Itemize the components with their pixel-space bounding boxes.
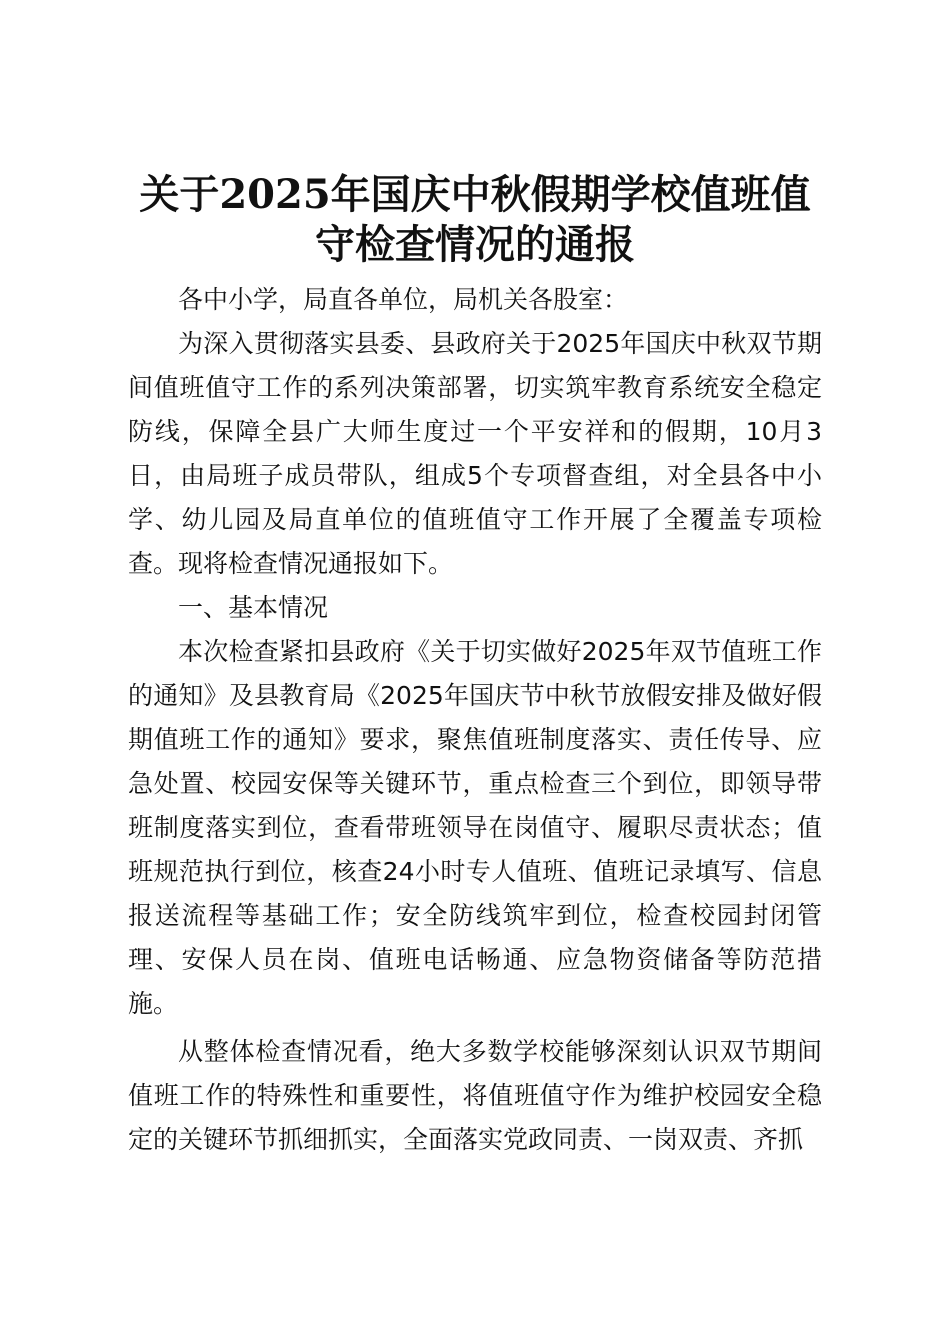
intro-paragraph: 为深入贯彻落实县委、县政府关于2025年国庆中秋双节期间值班值守工作的系列决策部署，切实筑牢教育系统安全稳定防线，保障全县广大师生度过一个平安祥和的假期，10月3日，由局班子成员带队，组成5个专项督查组，对全县各中小学、幼儿园及局直单位的值班值守工作开展了全覆盖专项检查。现将检查情况通报如下。 (128, 329, 822, 578)
salutation: 各中小学，局直各单位，局机关各股室： (178, 285, 629, 314)
section1-paragraph-2: 从整体检查情况看，绝大多数学校能够深刻认识双节期间值班工作的特殊性和重要性，将值班值守作为维护校园安全稳定的关键环节抓细抓实，全面落实党政同责、一岗双责、齐抓 (128, 1037, 822, 1154)
title-line-2: 守检查情况的通报 (315, 221, 635, 268)
title-line-1: 关于2025年国庆中秋假期学校值班值 (139, 171, 811, 218)
document-title (128, 170, 822, 270)
section-heading-basic-situation: 一、基本情况 (178, 593, 329, 622)
section1-paragraph-1: 本次检查紧扣县政府《关于切实做好2025年双节值班工作的通知》及县教育局《2025年国庆节中秋节放假安排及做好假期值班工作的通知》要求，聚焦值班制度落实、责任传导、应急处置、校园安保等关键环节，重点检查三个到位，即领导带班制度落实到位，查看带班领导在岗值守、履职尽责状态；值班规范执行到位，核查24小时专人值班、值班记录填写、信息报送流程等基础工作；安全防线筑牢到位，检查校园封闭管理、安保人员在岗、值班电话畅通、应急物资储备等防范措施。 (128, 637, 822, 1018)
document-page (128, 170, 822, 1162)
